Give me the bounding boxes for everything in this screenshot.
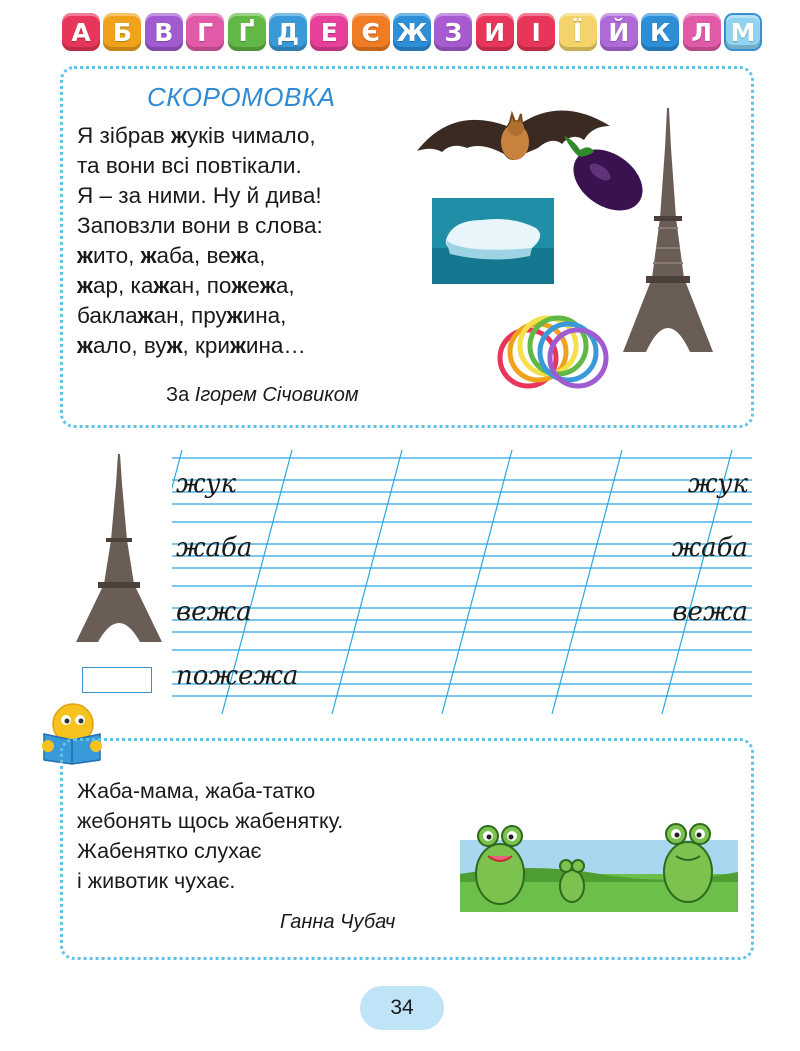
text-fragment: уків чимало, [186,123,316,148]
cursive-word: жаба [671,533,748,563]
alphabet-letter-tile: Ґ [228,13,266,51]
text-fragment: та вони всі повтікали. [77,153,302,178]
eiffel-tower-image [618,108,718,354]
highlighted-letter: ж [153,273,170,298]
frogs-image [460,812,738,912]
poem-line [77,211,323,241]
section-title: СКОРОМОВКА [147,82,336,112]
alphabet-letter-tile: Й [600,13,638,51]
tongue-twister-text [77,121,323,361]
text-fragment: ина, [242,303,287,328]
text-fragment: ина… [245,333,306,358]
text-fragment: ан, по [169,273,232,298]
cursive-word: пожежа [176,661,299,691]
highlighted-letter: ж [166,333,183,358]
highlighted-letter: ж [77,273,93,298]
alphabet-letter-tile: З [434,13,472,51]
poem-line [77,121,323,151]
highlighted-letter: ж [140,243,157,268]
poem-line [77,331,323,361]
poem-line [77,181,323,211]
text-fragment: аба, ве [156,243,231,268]
cursive-word: вежа [672,597,748,627]
highlighted-letter: ж [77,243,93,268]
highlighted-letter: ж [226,303,243,328]
alphabet-letter-tile: Ж [393,13,431,51]
alphabet-letter-tile: Л [683,13,721,51]
text-fragment: е [247,273,260,298]
poem-line: жебонять щось жабенятку. [77,809,344,833]
text-fragment: ар, ка [92,273,154,298]
highlighted-letter: ж [229,333,246,358]
text-fragment: бакла [77,303,138,328]
slant-line [442,450,512,714]
cursive-word: жук [687,469,748,499]
ice-floe-image [432,198,554,284]
poem-line [77,241,323,271]
highlighted-letter: ж [259,273,276,298]
alphabet-letter-tile: Д [269,13,307,51]
alphabet-strip [62,10,762,54]
text-fragment: Заповзли вони в слова: [77,213,323,238]
poem-line: Жабенятко слухає [77,839,262,863]
highlighted-letter: ж [231,273,248,298]
poem-author: Ганна Чубач [280,911,396,933]
alphabet-letter-tile: І [517,13,555,51]
cursive-word: жук [176,469,237,499]
handwriting-lines [172,450,752,714]
slant-line [332,450,402,714]
page-number: 34 [360,986,444,1030]
alphabet-letter-tile: Ї [559,13,597,51]
alphabet-letter-tile: В [145,13,183,51]
alphabet-letter-tile: М [724,13,762,51]
poem-line [77,151,323,181]
text-fragment: ито, [92,243,141,268]
text-fragment: Я зібрав [77,123,171,148]
poem-text [77,776,343,896]
alphabet-letter-tile: К [641,13,679,51]
poem-line [77,301,323,331]
answer-box[interactable] [82,667,152,693]
highlighted-letter: ж [77,333,93,358]
poem-line: Жаба-мама, жаба-татко [77,779,316,803]
alphabet-letter-tile: И [476,13,514,51]
slinky-toy-image [494,306,612,396]
poem-line: і животик чухає. [77,869,236,893]
alphabet-letter-tile: Е [310,13,348,51]
alphabet-letter-tile: Б [103,13,141,51]
alphabet-letter-tile: А [62,13,100,51]
highlighted-letter: ж [137,303,154,328]
text-fragment: ан, пру [153,303,227,328]
highlighted-letter: ж [170,123,187,148]
cursive-word: жаба [176,533,253,563]
text-fragment: а, [246,243,266,268]
poem-line [77,271,323,301]
alphabet-letter-tile: Г [186,13,224,51]
text-fragment: Я – за ними. Ну й дива! [77,183,322,208]
slant-line [552,450,622,714]
highlighted-letter: ж [230,243,247,268]
text-fragment: ало, ву [92,333,167,358]
text-fragment: , кри [182,333,230,358]
eiffel-tower-small-image [72,454,166,644]
attribution-prefix: За [166,384,195,406]
attribution-author: Ігорем Січовиком [194,384,359,406]
text-fragment: а, [275,273,295,298]
cursive-word: вежа [176,597,252,627]
alphabet-letter-tile: Є [352,13,390,51]
poem-attribution [166,384,359,407]
